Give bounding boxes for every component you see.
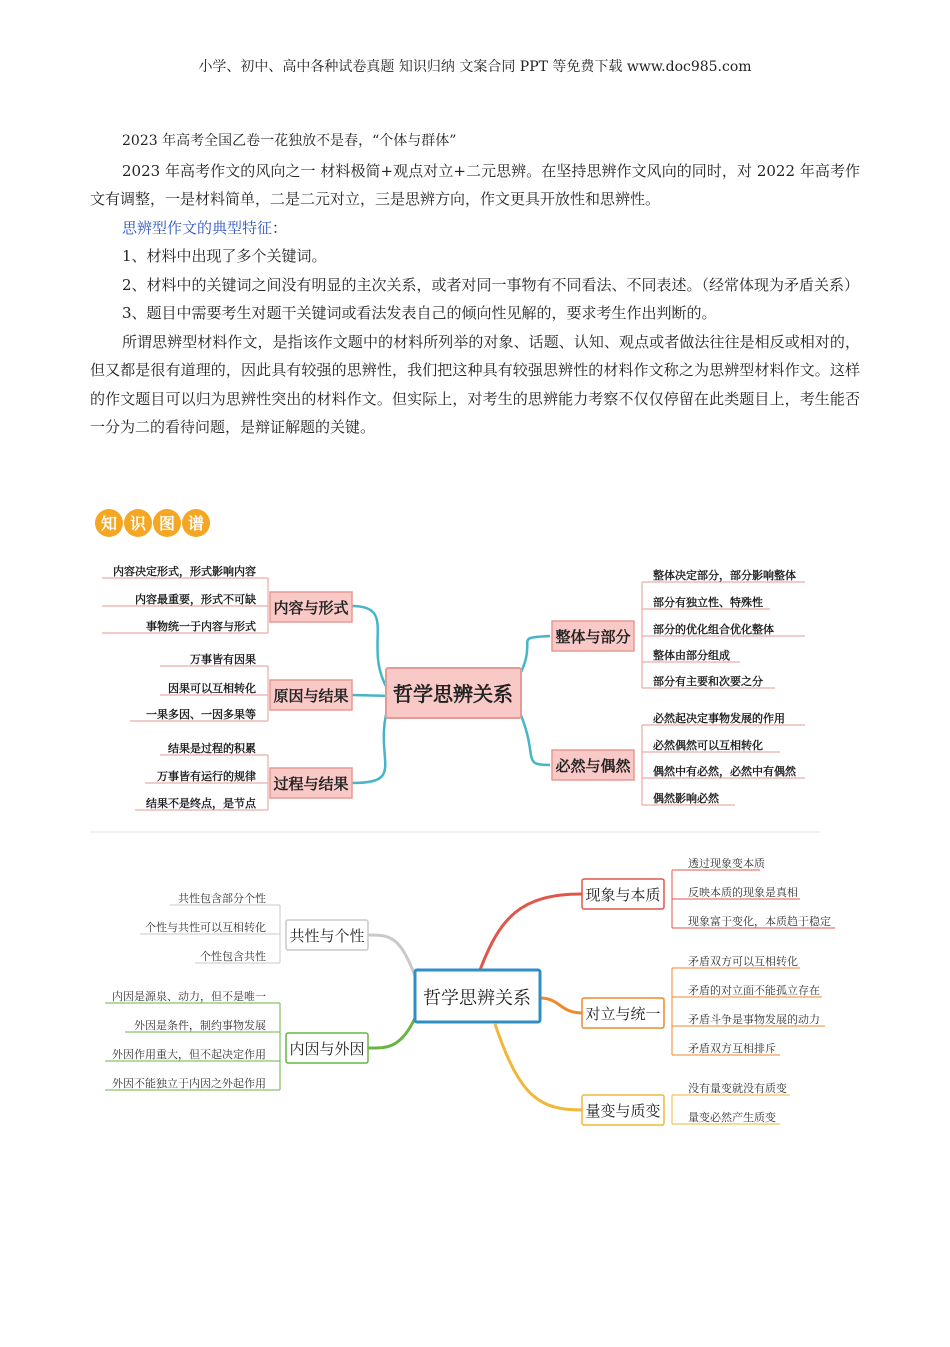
mm2-link-opposition-unity [540,998,582,1013]
mm2-leaf: 外因是条件，制约事物发展 [134,1019,266,1032]
badge-char-1: 知 [100,514,118,533]
mm1-leaf: 必然偶然可以互相转化 [653,739,763,752]
mm1-node-cause-effect-label: 原因与结果 [273,687,349,705]
mm2-leaf: 现象富于变化，本质趋于稳定 [688,915,831,928]
badge-char-2: 识 [129,514,147,533]
mm1-node-necessity-chance-label: 必然与偶然 [555,757,631,775]
mm1-center-label: 哲学思辨关系 [393,682,513,706]
mm2-center-label: 哲学思辨关系 [423,988,531,1009]
mm1-link-cause-effect [352,695,390,696]
mm1-leaf: 整体决定部分，部分影响整体 [653,569,796,582]
mm1-node-whole-part-label: 整体与部分 [555,628,631,646]
mm1-link-content-form [352,606,390,693]
mindmap-1 [90,558,820,834]
mm2-node-common-individual-label: 共性与个性 [289,927,365,945]
mm2-link-quantity-quality [495,1024,582,1110]
article [90,127,860,442]
mm1-link-necessity-chance [518,708,550,765]
mm1-leaf: 部分有独立性、特殊性 [653,596,763,609]
mm1-leaf: 因果可以互相转化 [168,682,256,695]
mm1-link-process-result [352,700,390,783]
mm2-leaf: 内因是源泉、动力，但不是唯一 [112,990,266,1003]
mm1-leaf: 结果是过程的积累 [168,742,256,755]
mm2-link-internal-external [368,1018,415,1048]
mm1-node-content-form-label: 内容与形式 [273,599,349,617]
paragraph-intro: 2023 年高考作文的风向之一 材料极简+观点对立+二元思辨。在坚持思辨作文风向的同时，对 2022 年高考作文有调整，一是材料简单，二是二元对立，三是思辨方向，作文更具开放性和思辨性。 [90,161,860,208]
feature-1: 1、材料中出现了多个关键词。 [122,247,327,265]
features-heading [90,214,860,243]
page-header: 小学、初中、高中各种试卷真题 知识归纳 文案合同 PPT 等免费下载 www.doc985.com [198,59,752,75]
mm2-link-common-individual [368,935,415,976]
feature-2: 2、材料中的关键词之间没有明显的主次关系，或者对同一事物有不同看法、不同表述。（经常体现为矛盾关系） [122,275,860,294]
paragraph-definition: 所谓思辨型材料作文，是指该作文题中的材料所列举的对象、话题、认知、观点或者做法往往是相反或相对的，但又都是很有道理的，因此具有较强的思辨性，我们把这种具有较强思辨性的材料作文称之为思辨型材料作文。这样的作文题目可以归为思辨性突出的材料作文。但实际上，对考生的思辨能力考察不仅仅停留在此类题目上，考生能否一分为二的看待问题，是辩证解题的关键。 [90,332,860,436]
mm1-leaf: 偶然中有必然，必然中有偶然 [653,765,796,778]
mm2-leaf: 矛盾双方可以互相转化 [688,955,798,968]
mm1-leaf: 一果多因、一因多果等 [146,708,256,721]
badge-char-4: 谱 [187,514,205,533]
mm1-link-whole-part [518,636,550,678]
mm2-leaf: 个性包含共性 [200,950,266,963]
mm2-leaf: 共性包含部分个性 [178,892,266,905]
mm1-node-process-result-label: 过程与结果 [273,775,349,793]
knowledge-map-badge [92,503,210,543]
mm1-leaf: 内容决定形式，形式影响内容 [113,565,256,578]
article-title: 2023 年高考全国乙卷一花独放不是春，“个体与群体” [122,133,457,149]
mm1-leaf: 万事皆有因果 [190,653,256,666]
mm1-leaf: 万事皆有运行的规律 [157,770,256,783]
features-heading-text: 思辨型作文的典型特征 [122,218,273,237]
mm2-leaf: 透过现象变本质 [688,858,765,870]
mm1-leaf: 偶然影响必然 [653,792,719,805]
mm1-leaf: 部分的优化组合优化整体 [653,623,774,636]
mm2-leaf: 矛盾双方互相排斥 [688,1042,776,1055]
mm2-leaf: 外因作用重大，但不起决定作用 [112,1048,266,1061]
badge-char-3: 图 [158,514,176,533]
mm2-leaf: 没有量变就没有质变 [688,1082,787,1095]
mm1-leaf: 事物统一于内容与形式 [146,620,256,633]
mm2-leaf: 矛盾的对立面不能孤立存在 [688,984,820,997]
mm2-leaf: 量变必然产生质变 [688,1111,776,1124]
mm1-leaf: 必然起决定事物发展的作用 [653,712,785,725]
mm2-leaf: 反映本质的现象是真相 [688,886,798,899]
mm2-leaf: 矛盾斗争是事物发展的动力 [688,1013,820,1026]
mm1-leaf: 结果不是终点，是节点 [146,797,256,810]
mindmap-2 [100,858,850,1140]
feature-3: 3、题目中需要考生对题干关键词或看法发表自己的倾向性见解的，要求考生作出判断的。 [122,304,717,322]
mm2-node-quantity-quality-label: 量变与质变 [585,1102,661,1120]
mm1-leaf: 部分有主要和次要之分 [653,675,763,688]
features-colon: ： [272,218,288,237]
mm2-link-phenomenon-essence [480,894,582,970]
mm2-node-internal-external-label: 内因与外因 [289,1040,365,1058]
mm2-node-phenomenon-essence-label: 现象与本质 [585,886,661,904]
mm2-leaf: 外因不能独立于内因之外起作用 [112,1077,266,1090]
mm2-leaf: 个性与共性可以互相转化 [145,921,266,934]
mm1-leaf: 内容最重要，形式不可缺 [135,593,256,606]
mm2-node-opposition-unity-label: 对立与统一 [585,1005,661,1023]
mm1-leaf: 整体由部分组成 [653,649,730,662]
